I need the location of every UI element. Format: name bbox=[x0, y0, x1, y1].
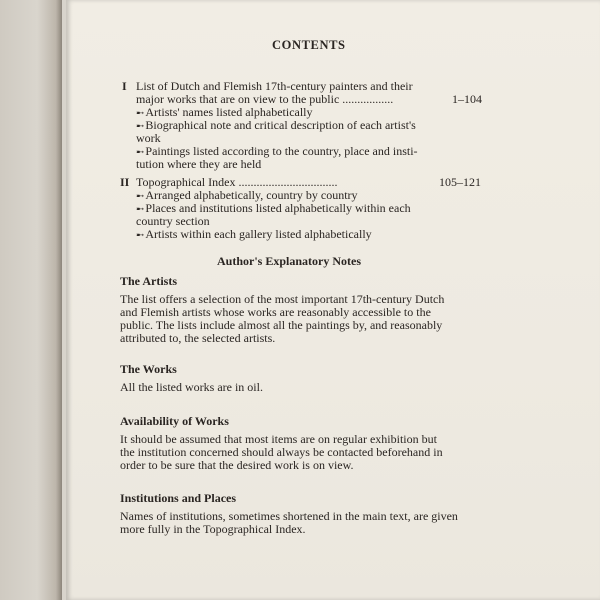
item2-sub2: ➸ Places and institutions listed alphabetically within each bbox=[136, 201, 411, 215]
works-heading: The Works bbox=[120, 362, 177, 376]
arrow-icon: ➸ bbox=[136, 230, 143, 241]
arrow-icon: ➸ bbox=[136, 121, 143, 132]
artists-line4: attributed to, the selected artists. bbox=[120, 331, 276, 345]
item1-leader: ................. bbox=[342, 92, 394, 106]
availability-line3: order to be sure that the desired work is on view. bbox=[120, 458, 354, 472]
item1-line2: major works that are on view to the public ................. bbox=[136, 92, 394, 106]
artists-heading: The Artists bbox=[120, 274, 177, 288]
item1-sub1: ➸ Artists' names listed alphabetically bbox=[136, 105, 313, 119]
institutions-line2: more fully in the Topographical Index. bbox=[120, 522, 306, 536]
item2-leader: ................................. bbox=[238, 175, 338, 189]
artists-line2: and Flemish artists whose works are reasonably accessible to the bbox=[120, 305, 431, 319]
item2-sub2-cont: country section bbox=[136, 214, 210, 228]
item1-sub3-cont: tution where they are held bbox=[136, 157, 262, 171]
book-page bbox=[66, 0, 600, 600]
arrow-icon: ➸ bbox=[136, 147, 143, 158]
arrow-icon: ➸ bbox=[136, 204, 143, 215]
item2-pages: 105–121 bbox=[439, 175, 481, 189]
item1-sub2: ➸ Biographical note and critical description of each artist's bbox=[136, 118, 416, 132]
artists-line1: The list offers a selection of the most important 17th-century Dutch bbox=[120, 292, 445, 306]
item1-line1: List of Dutch and Flemish 17th-century painters and their bbox=[136, 79, 413, 93]
institutions-line1: Names of institutions, sometimes shortened in the main text, are given bbox=[120, 509, 458, 523]
institutions-heading: Institutions and Places bbox=[120, 491, 237, 505]
facing-page-edge bbox=[0, 0, 62, 600]
item1-sub2-cont: work bbox=[136, 131, 161, 145]
item1-pages: 1–104 bbox=[452, 92, 482, 106]
works-line1: All the listed works are in oil. bbox=[120, 380, 263, 394]
arrow-icon: ➸ bbox=[136, 191, 143, 202]
item1-roman: I bbox=[122, 79, 127, 93]
contents-title: CONTENTS bbox=[272, 38, 346, 52]
availability-heading: Availability of Works bbox=[120, 414, 229, 428]
item2-sub3: ➸ Artists within each gallery listed alphabetically bbox=[136, 227, 372, 241]
notes-heading: Author's Explanatory Notes bbox=[217, 254, 362, 268]
item1-sub3: ➸ Paintings listed according to the country, place and insti- bbox=[136, 144, 418, 158]
item2-line1: Topographical Index ................................. bbox=[136, 175, 338, 189]
item2-roman: II bbox=[120, 175, 130, 189]
availability-line2: the institution concerned should always be contacted beforehand in bbox=[120, 445, 443, 459]
arrow-icon: ➸ bbox=[136, 108, 143, 119]
availability-line1: It should be assumed that most items are on regular exhibition but bbox=[120, 432, 437, 446]
item2-sub1: ➸ Arranged alphabetically, country by country bbox=[136, 188, 358, 202]
artists-line3: public. The lists include almost all the paintings by, and reasonably bbox=[120, 318, 443, 332]
